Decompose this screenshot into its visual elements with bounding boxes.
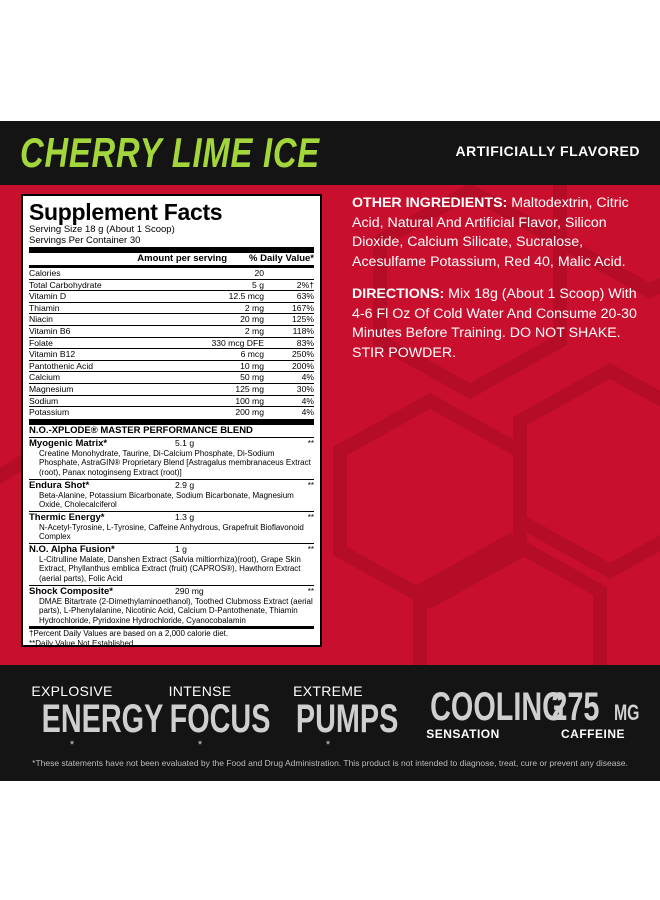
blend-ingredients: Beta-Alanine, Potassium Bicarbonate, Sodium Bicarbonate, Magnesium Oxide, Cholecalciferol	[39, 490, 294, 510]
nutrient-row	[29, 279, 314, 291]
claim-pumps: EXTREME PUMPS*	[276, 683, 380, 757]
nutrient-amount: 20	[254, 268, 264, 278]
nutrient-amount: 125 mg	[235, 383, 264, 394]
footnote-dv: †Percent Daily Values are based on a 2,000 calorie diet.	[29, 629, 229, 639]
facts-column-headers	[29, 253, 314, 265]
dv-header: % Daily Value*	[249, 253, 314, 264]
blend-title: N.O.-XPLODE® MASTER PERFORMANCE BLEND	[29, 424, 253, 436]
blend-list	[29, 437, 314, 627]
nutrient-list	[29, 268, 314, 418]
nutrient-dv: 4%	[301, 395, 314, 406]
nutrient-amount: 100 mg	[235, 395, 264, 406]
nutrient-name: Magnesium	[29, 383, 74, 394]
supplement-facts-panel	[21, 194, 322, 647]
nutrient-dv: 125%	[292, 314, 314, 325]
nutrient-row	[29, 337, 314, 349]
nutrient-name: Vitamin B12	[29, 349, 76, 360]
nutrient-name: Total Carbohydrate	[29, 279, 102, 290]
nutrient-name: Thiamin	[29, 302, 60, 313]
nutrient-amount: 50 mg	[240, 372, 264, 383]
nutrient-row	[29, 383, 314, 395]
claim-caffeine-sub: CAFFEINE	[561, 727, 625, 741]
nutrient-dv: 30%	[296, 383, 314, 394]
blend-amount: 290 mg	[175, 585, 204, 596]
blend-name: Thermic Energy*	[29, 511, 105, 523]
claim-caffeine	[538, 687, 648, 741]
blend-row	[29, 437, 314, 479]
blend-name: Endura Shot*	[29, 479, 90, 491]
nutrient-dv: 200%	[292, 360, 314, 371]
claim-focus: INTENSE FOCUS*	[150, 683, 250, 757]
nutrient-row	[29, 360, 314, 372]
nutrient-row	[29, 290, 314, 302]
nutrient-row	[29, 371, 314, 383]
blend-row	[29, 511, 314, 543]
directions	[352, 285, 642, 363]
nutrient-amount: 200 mg	[235, 407, 264, 418]
claim-pumps-small: EXTREME	[293, 683, 363, 699]
blend-dv: **	[307, 544, 314, 554]
blend-amount: 1.3 g	[175, 511, 195, 522]
blend-row	[29, 479, 314, 511]
flavor-name: CHERRY LIME ICE	[20, 129, 320, 176]
blend-ingredients: N-Acetyl-Tyrosine, L-Tyrosine, Caffeine Anhydrous, Grapefruit Bioflavonoid Complex	[39, 522, 304, 542]
nutrient-amount: 330 mcg DFE	[211, 337, 264, 348]
product-label	[0, 121, 660, 781]
blend-ingredients: Creatine Monohydrate, Taurine, Di-Calcium Phosphate, Di-Sodium Phosphate, AstraGIN® Proprietary Blend [Astragalus membranaceus Extract (root), Panax notoginseng Extract (root)]	[39, 448, 311, 477]
nutrient-name: Vitamin B6	[29, 325, 71, 336]
nutrient-dv	[264, 268, 314, 279]
ingredients-directions	[352, 194, 642, 376]
blend-name: Shock Composite*	[29, 585, 113, 597]
claim-cooling-big: COOLING	[430, 685, 565, 729]
fda-disclaimer: *These statements have not been evaluated by the Food and Drug Administration. This product is not intended to diagnose, treat, cure or prevent any disease.	[32, 758, 628, 768]
nutrient-row	[29, 268, 314, 279]
nutrient-dv: 63%	[296, 291, 314, 302]
amount-header: Amount per serving	[137, 253, 228, 264]
nutrient-name: Sodium	[29, 395, 59, 406]
nutrient-dv: 2%†	[296, 279, 314, 290]
nutrient-dv: 250%	[292, 349, 314, 360]
blend-row	[29, 585, 314, 627]
claim-pumps-big: PUMPS	[295, 697, 399, 741]
nutrient-amount: 12.5 mcg	[228, 291, 264, 302]
nutrient-amount: 2 mg	[244, 325, 264, 336]
nutrient-amount: 10 mg	[240, 360, 264, 371]
nutrient-row	[29, 395, 314, 407]
claim-energy: EXPLOSIVE ENERGY*	[18, 683, 126, 757]
blend-amount: 2.9 g	[175, 479, 195, 490]
other-ingredients-label: OTHER INGREDIENTS:	[352, 195, 508, 211]
directions-text: Mix 18g (About 1 Scoop) With 4-6 Fl Oz Of Cold Water And Consume 20-30 Minutes Before Training. DO NOT SHAKE. STIR POWDER.	[352, 286, 637, 361]
nutrient-name: Folate	[29, 337, 53, 348]
nutrient-name: Vitamin D	[29, 291, 67, 302]
blend-name: Myogenic Matrix*	[29, 437, 108, 449]
nutrient-name: Potassium	[29, 407, 70, 418]
blend-dv: **	[307, 480, 314, 490]
claim-focus-big: FOCUS	[169, 697, 271, 741]
nutrient-row	[29, 348, 314, 360]
claim-energy-big: ENERGY	[41, 697, 164, 741]
flavor-note: ARTIFICIALLY FLAVORED	[455, 143, 640, 159]
nutrient-row	[29, 406, 314, 418]
flavor-header	[0, 121, 660, 185]
nutrient-name: Niacin	[29, 314, 53, 325]
directions-label: DIRECTIONS:	[352, 286, 445, 302]
servings-per-container: Servings Per Container 30	[29, 235, 141, 246]
blend-amount: 1 g	[175, 543, 187, 554]
nutrient-name: Calcium	[29, 372, 61, 383]
nutrient-name: Pantothenic Acid	[29, 360, 94, 371]
claim-focus-small: INTENSE	[168, 683, 232, 699]
nutrient-dv: 167%	[292, 302, 314, 313]
nutrient-name: Calories	[29, 268, 61, 278]
blend-ingredients: DMAE Bitartrate (2-Dimethylaminoethanol), Toothed Clubmoss Extract (aerial parts), L-Phenylalanine, Nicotinic Acid, Calcium D-Pantothenate, Thiamin Hydrochloride, Pyridoxine Hydrochloride, Cyanocobalamin	[39, 596, 313, 625]
claim-caffeine-big: 275	[551, 685, 600, 729]
nutrient-amount: 20 mg	[240, 314, 264, 325]
blend-name: N.O. Alpha Fusion*	[29, 543, 115, 555]
blend-dv: **	[307, 438, 314, 448]
nutrient-row	[29, 302, 314, 314]
nutrient-dv: 118%	[292, 325, 314, 336]
claim-energy-small: EXPLOSIVE	[31, 683, 113, 699]
nutrient-amount: 6 mcg	[240, 349, 264, 360]
supplement-facts-title: Supplement Facts	[29, 199, 223, 225]
other-ingredients-text: Maltodextrin, Citric Acid, Natural And Artificial Flavor, Silicon Dioxide, Calcium Silicate, Sucralose, Acesulfame Potassium, Red 40, Malic Acid.	[352, 195, 629, 270]
blend-row	[29, 543, 314, 585]
claim-cooling	[404, 685, 565, 741]
footnote-not-established: **Daily Value Not Established.	[29, 639, 136, 649]
nutrient-amount: 2 mg	[244, 302, 264, 313]
blend-amount: 5.1 g	[175, 437, 195, 448]
blend-ingredients: L-Citrulline Malate, Danshen Extract (Salvia miltiorrhiza)(root), Grape Skin Extract, Phyllanthus emblica Extract (fruit) (CAPROS®), Hawthorn Extract (aerial parts), Folic Acid	[39, 554, 301, 584]
nutrient-row	[29, 325, 314, 337]
serving-size: Serving Size 18 g (About 1 Scoop)	[29, 224, 175, 235]
claim-cooling-sub: SENSATION	[426, 727, 500, 741]
nutrient-dv: 4%	[301, 407, 314, 418]
claims-band	[0, 665, 660, 781]
blend-dv: **	[307, 512, 314, 522]
other-ingredients	[352, 194, 642, 272]
nutrient-amount: 5 g	[252, 279, 264, 290]
blend-dv: **	[307, 586, 314, 596]
nutrient-dv: 83%	[296, 337, 314, 348]
claim-caffeine-unit: MG	[613, 700, 640, 725]
nutrient-dv: 4%	[301, 372, 314, 383]
nutrient-row	[29, 313, 314, 325]
